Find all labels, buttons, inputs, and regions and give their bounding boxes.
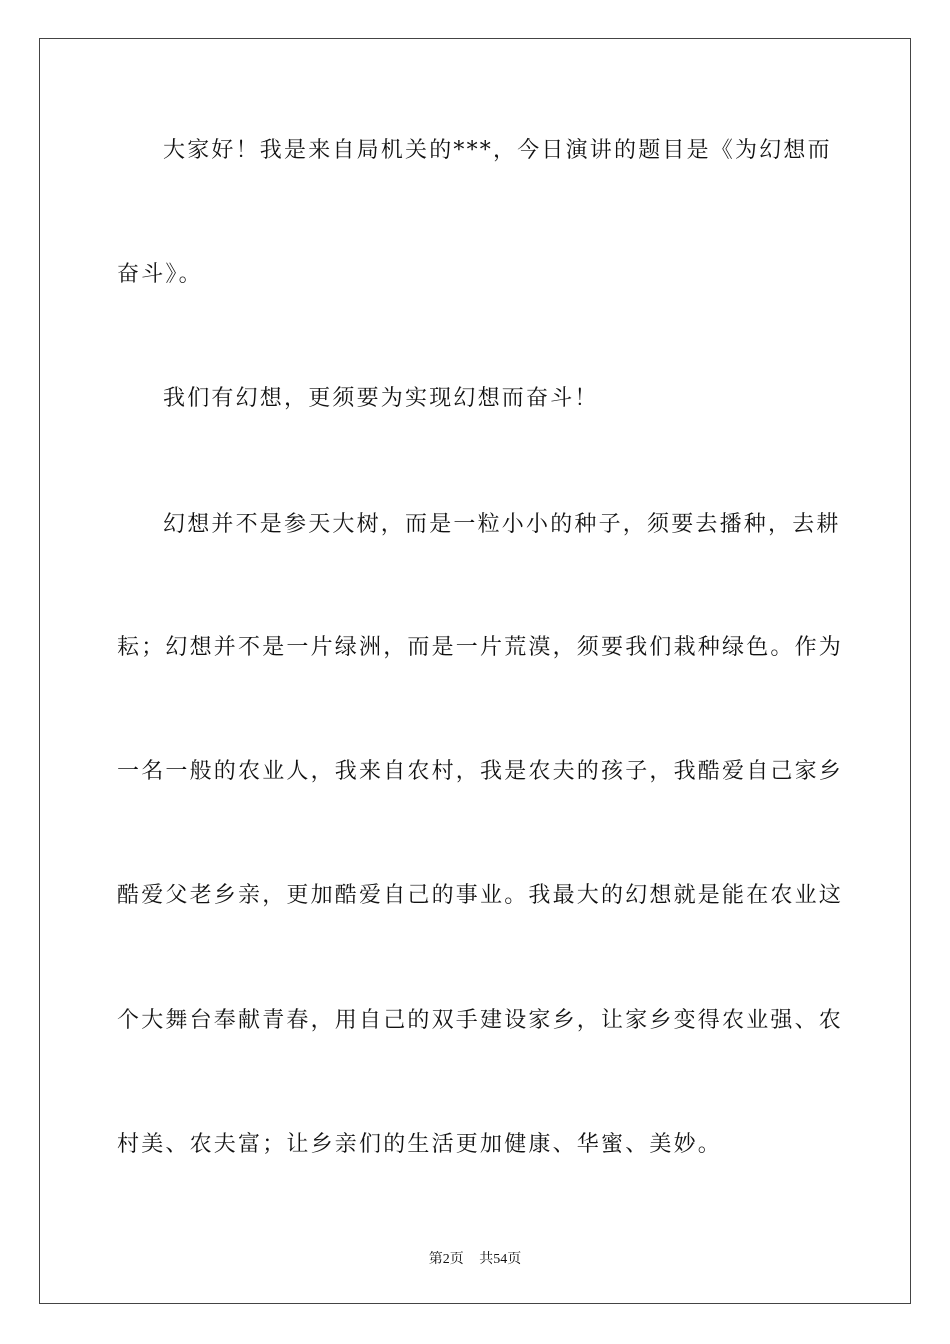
paragraph-line: 奋斗》。 [117, 262, 203, 287]
page-border [39, 38, 911, 1304]
paragraph-line: 我们有幻想，更须要为实现幻想而奋斗！ [163, 386, 599, 411]
paragraph-line: 一名一般的农业人，我来自农村，我是农夫的孩子，我酷爱自己家乡 [117, 759, 844, 784]
paragraph-line: 耘；幻想并不是一片绿洲，而是一片荒漠，须要我们栽种绿色。作为 [117, 635, 844, 660]
page-number: 第2页 [428, 1252, 464, 1267]
paragraph-line: 个大舞台奉献青春，用自己的双手建设家乡，让家乡变得农业强、农 [117, 1008, 844, 1033]
paragraph-line: 幻想并不是参天大树，而是一粒小小的种子，须要去播种，去耕 [163, 512, 841, 537]
paragraph-line: 村美、农夫富；让乡亲们的生活更加健康、华蜜、美妙。 [117, 1132, 723, 1157]
page-footer [0, 1248, 950, 1268]
page-total: 共54页 [479, 1252, 522, 1267]
paragraph-line: 大家好！我是来自局机关的***，今日演讲的题目是《为幻想而 [163, 138, 832, 163]
paragraph-line: 酷爱父老乡亲，更加酷爱自己的事业。我最大的幻想就是能在农业这 [117, 883, 844, 908]
